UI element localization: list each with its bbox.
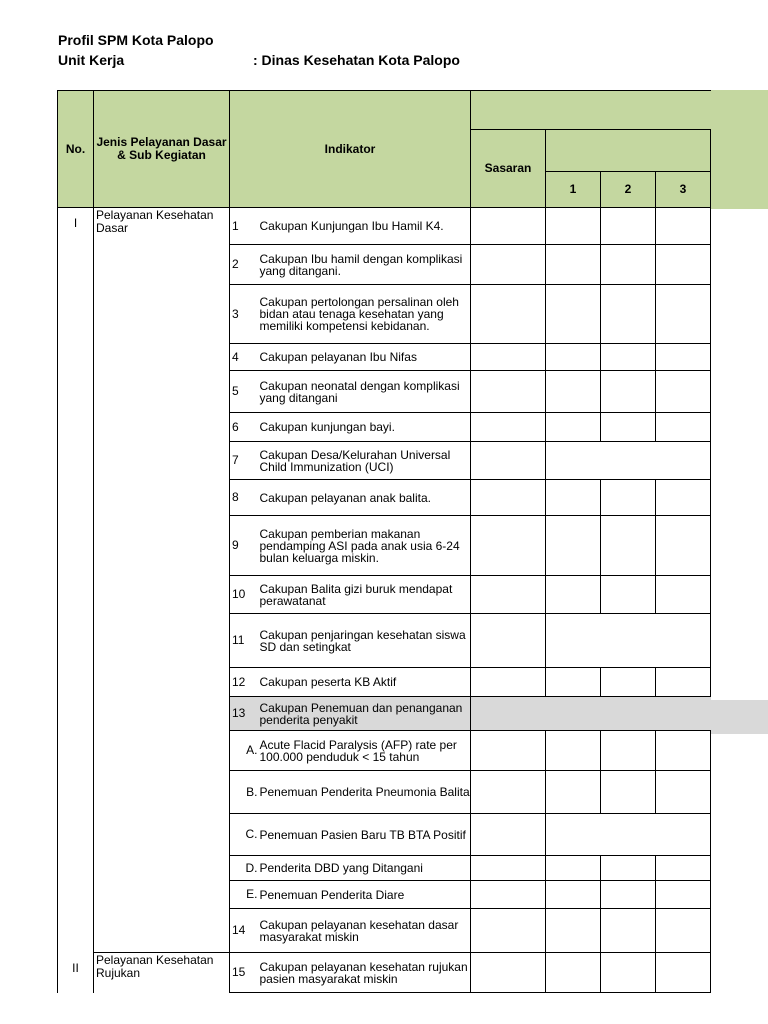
group-jenis: Pelayanan Kesehatan Dasar [94, 208, 230, 953]
value-cell [546, 731, 601, 771]
value-cell [656, 344, 711, 371]
indicator-text: Cakupan Ibu hamil dengan komplikasi yang ditangani. [259, 245, 471, 285]
sasaran-cell [471, 371, 546, 413]
row-number: 11 [230, 614, 259, 668]
value-cell [546, 480, 601, 516]
row-number: 4 [230, 344, 259, 371]
value-cell [546, 516, 601, 576]
unit-label: Unit Kerja [58, 52, 125, 68]
sasaran-cell [471, 442, 546, 480]
group-no: II [58, 953, 94, 993]
row-letter: A. [230, 731, 259, 771]
col-header-sasaran: Sasaran [471, 130, 546, 208]
section-row-fill [471, 697, 711, 731]
col-header-no: No. [58, 91, 94, 208]
value-cell [601, 285, 656, 344]
sasaran-cell [471, 576, 546, 614]
merged-value-cell [546, 614, 711, 668]
value-cell [601, 480, 656, 516]
value-cell [656, 245, 711, 285]
value-cell [656, 480, 711, 516]
value-cell [601, 516, 656, 576]
value-cell [546, 881, 601, 909]
row-number: 15 [230, 953, 259, 993]
col-header-2: 2 [601, 172, 656, 208]
indicator-text: Cakupan pelayanan kesehatan rujukan pasien masyarakat miskin [259, 953, 471, 993]
report-title: Profil SPM Kota Palopo [58, 32, 214, 48]
value-cell [546, 245, 601, 285]
row-number: 8 [230, 480, 259, 516]
value-cell [656, 668, 711, 697]
row-number: 14 [230, 909, 259, 953]
sasaran-cell [471, 856, 546, 881]
value-cell [656, 909, 711, 953]
indicator-text: Penderita DBD yang Ditangani [259, 856, 471, 881]
sasaran-cell [471, 344, 546, 371]
row-number: 5 [230, 371, 259, 413]
group-jenis: Pelayanan Kesehatan Rujukan [94, 953, 230, 993]
value-cell [656, 371, 711, 413]
sasaran-cell [471, 245, 546, 285]
indicator-text: Cakupan pemberian makanan pendamping ASI pada anak usia 6-24 bulan keluarga miskin. [259, 516, 471, 576]
value-cell [546, 576, 601, 614]
value-cell [546, 413, 601, 442]
sasaran-cell [471, 480, 546, 516]
value-cell [601, 208, 656, 245]
value-cell [656, 413, 711, 442]
row-number: 3 [230, 285, 259, 344]
row-number: 12 [230, 668, 259, 697]
sasaran-cell [471, 731, 546, 771]
indicator-text: Cakupan pelayanan anak balita. [259, 480, 471, 516]
indicator-text: Cakupan Kunjungan Ibu Hamil K4. [259, 208, 471, 245]
value-cell [546, 856, 601, 881]
row-letter: B. [230, 771, 259, 814]
value-cell [601, 344, 656, 371]
row-number: 7 [230, 442, 259, 480]
sasaran-cell [471, 814, 546, 856]
row-letter: D. [230, 856, 259, 881]
sasaran-cell [471, 285, 546, 344]
indicator-text: Cakupan kunjungan bayi. [259, 413, 471, 442]
row-letter: E. [230, 881, 259, 909]
value-cell [656, 208, 711, 245]
value-cell [656, 731, 711, 771]
row-number: 2 [230, 245, 259, 285]
value-cell [601, 771, 656, 814]
value-cell [601, 245, 656, 285]
indicator-text: Penemuan Penderita Diare [259, 881, 471, 909]
col-header-top-blank [471, 91, 711, 130]
row-number: 1 [230, 208, 259, 245]
value-cell [601, 371, 656, 413]
merged-value-cell [546, 814, 711, 856]
sasaran-cell [471, 668, 546, 697]
indicator-text: Cakupan penjaringan kesehatan siswa SD dan setingkat [259, 614, 471, 668]
sasaran-cell [471, 614, 546, 668]
unit-value: : Dinas Kesehatan Kota Palopo [253, 52, 460, 68]
indicator-text: Cakupan pelayanan kesehatan dasar masyarakat miskin [259, 909, 471, 953]
value-cell [601, 413, 656, 442]
value-cell [546, 344, 601, 371]
spm-indicator-table [57, 90, 711, 993]
group-no: I [58, 208, 94, 953]
sasaran-cell [471, 909, 546, 953]
indicator-text: Cakupan pelayanan Ibu Nifas [259, 344, 471, 371]
row13-extension-fill [710, 700, 768, 734]
sasaran-cell [471, 208, 546, 245]
row-number: 6 [230, 413, 259, 442]
sasaran-cell [471, 413, 546, 442]
merged-value-cell [546, 442, 711, 480]
col-header-3: 3 [656, 172, 711, 208]
col-header-periode-blank [546, 130, 711, 172]
value-cell [601, 881, 656, 909]
value-cell [601, 953, 656, 993]
value-cell [656, 881, 711, 909]
indicator-text: Acute Flacid Paralysis (AFP) rate per 100.000 penduduk < 15 tahun [259, 731, 471, 771]
value-cell [601, 668, 656, 697]
value-cell [546, 208, 601, 245]
row-number: 13 [230, 697, 259, 731]
header-extension-fill [710, 90, 768, 209]
row-number: 10 [230, 576, 259, 614]
value-cell [546, 953, 601, 993]
sasaran-cell [471, 771, 546, 814]
value-cell [656, 856, 711, 881]
indicator-text: Cakupan Desa/Kelurahan Universal Child Immunization (UCI) [259, 442, 471, 480]
sasaran-cell [471, 953, 546, 993]
value-cell [546, 771, 601, 814]
indicator-text: Cakupan neonatal dengan komplikasi yang ditangani [259, 371, 471, 413]
value-cell [601, 731, 656, 771]
col-header-1: 1 [546, 172, 601, 208]
value-cell [601, 576, 656, 614]
sasaran-cell [471, 881, 546, 909]
indicator-text: Cakupan peserta KB Aktif [259, 668, 471, 697]
value-cell [601, 856, 656, 881]
value-cell [601, 909, 656, 953]
value-cell [546, 668, 601, 697]
indicator-text: Cakupan Balita gizi buruk mendapat perawatanat [259, 576, 471, 614]
value-cell [546, 285, 601, 344]
value-cell [656, 771, 711, 814]
sasaran-cell [471, 516, 546, 576]
value-cell [546, 909, 601, 953]
indicator-text: Cakupan pertolongan persalinan oleh bidan atau tenaga kesehatan yang memiliki kompetensi kebidanan. [259, 285, 471, 344]
value-cell [656, 285, 711, 344]
indicator-text: Cakupan Penemuan dan penanganan penderita penyakit [259, 697, 471, 731]
col-header-jenis: Jenis Pelayanan Dasar & Sub Kegiatan [94, 91, 230, 208]
value-cell [656, 576, 711, 614]
value-cell [656, 953, 711, 993]
value-cell [546, 371, 601, 413]
indicator-text: Penemuan Pasien Baru TB BTA Positif [259, 814, 471, 856]
row-letter: C. [230, 814, 259, 856]
value-cell [656, 516, 711, 576]
col-header-indikator: Indikator [230, 91, 471, 208]
row-number: 9 [230, 516, 259, 576]
indicator-text: Penemuan Penderita Pneumonia Balita [259, 771, 471, 814]
